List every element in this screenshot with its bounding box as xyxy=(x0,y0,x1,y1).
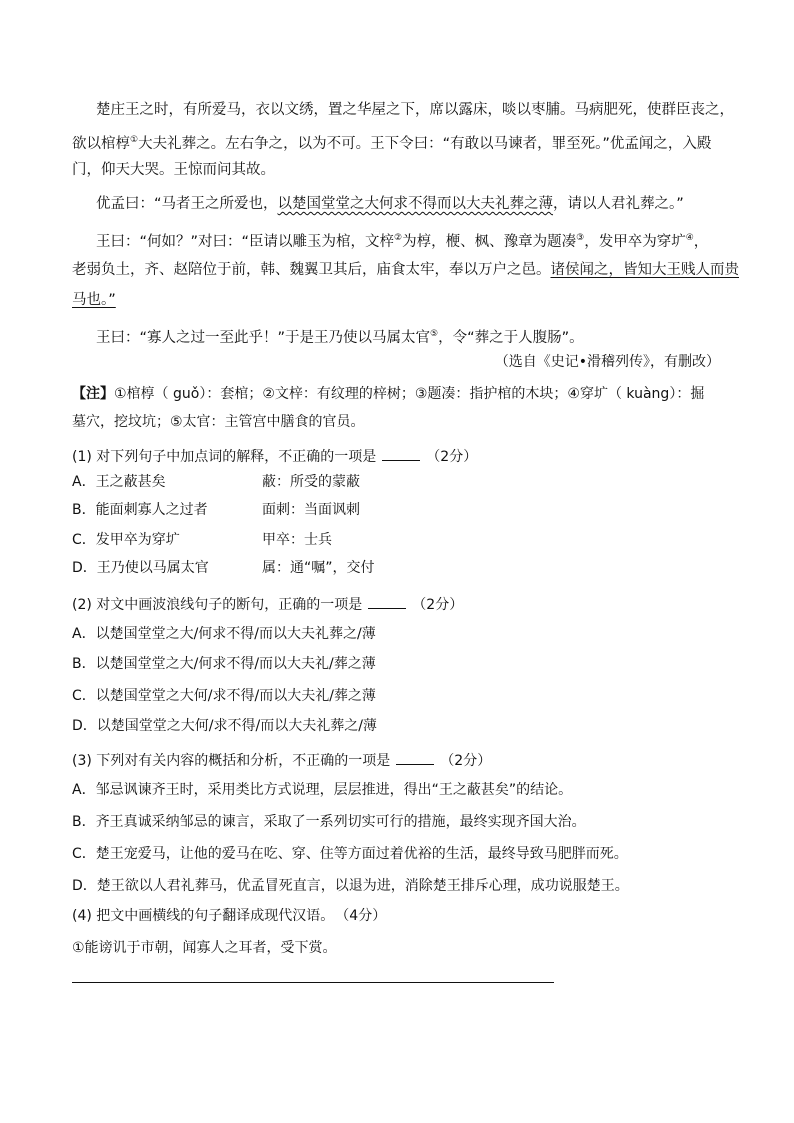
option-row xyxy=(72,530,472,550)
option-d: D．王乃使以马属太官 xyxy=(72,560,209,576)
option-d-explanation: 属：通“嘱”，交付 xyxy=(262,560,375,576)
question-2-stem xyxy=(72,594,463,615)
question-text: (1) 对下列句子中加点词的解释，不正确的一项是 xyxy=(72,449,377,465)
question-3-stem xyxy=(72,750,491,771)
passage-line xyxy=(72,260,739,280)
passage-line xyxy=(96,324,584,348)
question-score: （4分） xyxy=(342,908,387,924)
passage-text: ，请以人君礼葬之。” xyxy=(553,196,684,212)
option-row xyxy=(72,558,472,578)
passage-text: 大夫礼葬之。左右争之，以为不可。王下令曰：“有敢以马谏者，罪至死。”优孟闻之，入殿 xyxy=(138,135,712,152)
answer-blank[interactable] xyxy=(396,750,434,765)
passage-text: ， xyxy=(693,233,709,250)
option-d: D．以楚国堂堂之大何/求不得/而以大夫礼葬之/薄 xyxy=(72,718,377,734)
question-score: （2分） xyxy=(412,597,464,613)
footnote-marker: ⑤ xyxy=(430,329,439,339)
passage-line: 楚庄王之时，有所爱马，衣以文绣，置之华屋之下，席以露床，啖以枣脯。马病肥死，使群臣丧之， xyxy=(96,102,734,118)
passage-text: 王曰：“何如？”对曰：“臣请以雕玉为棺，文梓 xyxy=(96,233,395,250)
passage-source: （选自《史记•滑稽列传》，有删改） xyxy=(494,354,720,370)
option-b: B．以楚国堂堂之大/何求不得/而以大夫礼/葬之薄 xyxy=(72,656,376,672)
footnote-marker: ③ xyxy=(576,233,585,243)
question-score: （2分） xyxy=(440,753,492,769)
option-c: C．以楚国堂堂之大何/求不得/而以大夫礼/葬之薄 xyxy=(72,688,376,704)
option-c: C．发甲卒为穿圹 xyxy=(72,532,180,548)
passage-line xyxy=(72,130,711,154)
option-c: C．楚王宠爱马，让他的爱马在吃、穿、住等方面过着优裕的生活，最终导致马肥胖而死。 xyxy=(72,846,628,862)
footnote-marker: ① xyxy=(130,135,139,145)
wavy-underlined-sentence: 以楚国堂堂之大何求不得而以大夫礼葬之薄 xyxy=(277,196,554,212)
answer-line[interactable] xyxy=(72,982,554,983)
question-4-stem xyxy=(72,906,386,926)
passage-line xyxy=(96,228,708,252)
translation-item-1: ①能谤讥于市朝，闻寡人之耳者，受下赏。 xyxy=(72,940,337,956)
passage-text: 优孟曰：“马者王之所爱也， xyxy=(96,196,278,212)
footnote-marker: ④ xyxy=(685,233,694,243)
question-text: (3) 下列对有关内容的概括和分析，不正确的一项是 xyxy=(72,753,391,769)
answer-blank[interactable] xyxy=(368,594,406,609)
option-a: A．王之蔽甚矣 xyxy=(72,474,166,490)
option-a: A．以楚国堂堂之大/何求不得/而以大夫礼葬之/薄 xyxy=(72,626,376,642)
question-1-stem xyxy=(72,446,477,467)
option-c-explanation: 甲卒：士兵 xyxy=(262,532,332,548)
passage-text: ，发甲卒为穿圹 xyxy=(584,233,686,250)
option-b-explanation: 面刺：当面讽刺 xyxy=(262,502,360,518)
notes-line xyxy=(72,384,704,404)
option-row xyxy=(72,472,472,492)
passage-text: ，令“葬之于人腹肠”。 xyxy=(438,329,584,346)
option-a: A．邹忌讽谏齐王时，采用类比方式说理，层层推进，得出“王之蔽甚矣”的结论。 xyxy=(72,782,573,798)
option-d: D．楚王欲以人君礼葬马，优孟冒死直言，以退为进，消除楚王排斥心理，成功说服楚王。 xyxy=(72,878,629,894)
question-score: （2分） xyxy=(426,449,478,465)
passage-text: 老弱负土，齐、赵陪位于前，韩、魏翼卫其后，庙食太牢，奉以万户之邑。 xyxy=(72,262,551,278)
passage-text: 欲以棺椁 xyxy=(72,135,130,152)
option-a-explanation: 蔽：所受的蒙蔽 xyxy=(262,474,360,490)
notes-label: 【注】 xyxy=(72,386,114,402)
underlined-sentence: 马也。” xyxy=(72,292,116,308)
option-b: B．能面刺寡人之过者 xyxy=(72,502,208,518)
answer-blank[interactable] xyxy=(382,446,420,461)
question-text: (2) 对文中画波浪线句子的断句，正确的一项是 xyxy=(72,597,363,613)
passage-line xyxy=(96,194,684,214)
notes-text: ①棺椁（ guǒ）：套棺；②文梓：有纹理的梓树；③题凑：指护棺的木块；④穿圹（ kuàng）：掘 xyxy=(114,386,705,402)
footnote-marker: ② xyxy=(394,233,403,243)
underlined-sentence: 诸侯闻之，皆知大王贱人而贵 xyxy=(550,262,739,278)
option-b: B．齐王真诚采纳邹忌的谏言，采取了一系列切实可行的措施，最终实现齐国大治。 xyxy=(72,814,586,830)
passage-text: 为椁，楩、枫、豫章为题凑 xyxy=(402,233,577,250)
passage-text: 王曰：“寡人之过一至此乎！”于是王乃使以马属太官 xyxy=(96,329,431,346)
passage-line xyxy=(72,290,116,310)
notes-line: 墓穴，挖坟坑；⑤太官：主管宫中膳食的官员。 xyxy=(72,414,365,430)
passage-line: 门，仰天大哭。王惊而问其故。 xyxy=(72,162,275,178)
option-row xyxy=(72,500,472,520)
question-text: (4) 把文中画横线的句子翻译成现代汉语。 xyxy=(72,908,335,924)
